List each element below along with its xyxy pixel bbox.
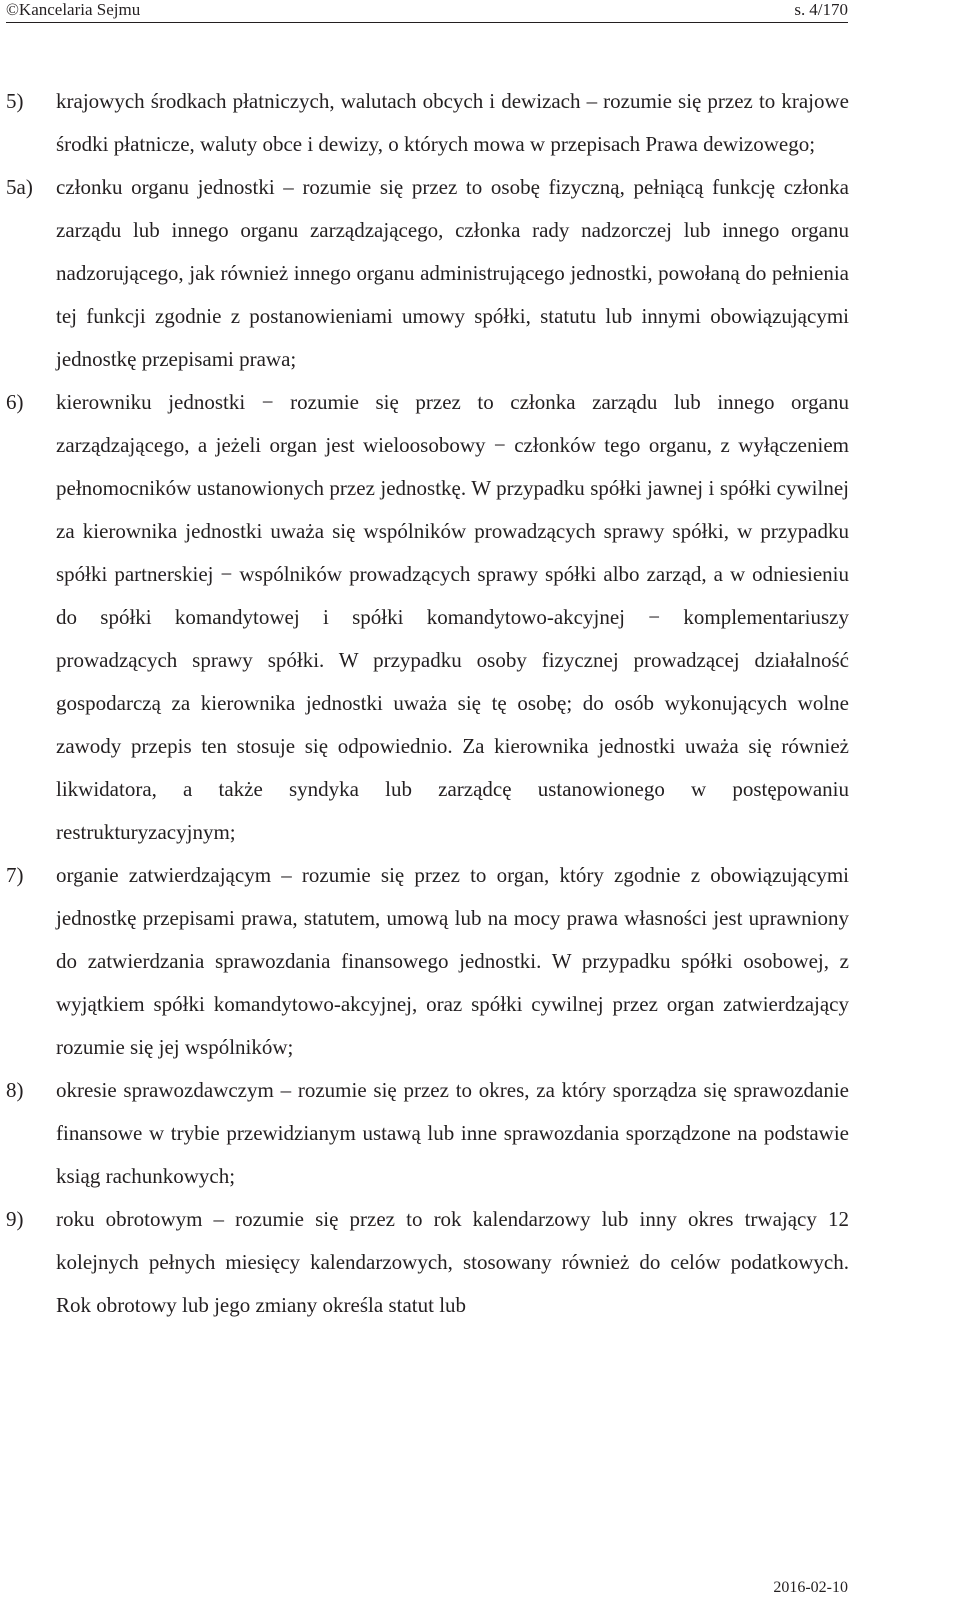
page-number-prefix: s. (794, 0, 806, 19)
copyright-label: ©Kancelaria Sejmu (6, 0, 141, 19)
item-number: 6) (6, 390, 24, 414)
item-text: roku obrotowym – rozumie się przez to rok kalendarzowy lub inny okres trwający 12 kolejnych pełnych miesięcy kalendarzowych, stosowany również do celów podatkowych. Rok obrotowy lub jego zmiany określa statut lub (56, 1207, 849, 1317)
item-text: kierowniku jednostki − rozumie się przez to członka zarządu lub innego organu zarządzającego, a jeżeli organ jest wieloosobowy − członków tego organu, z wyłączeniem pełnomocników ustanowionych przez jednostkę. W przypadku spółki jawnej i spółki cywilnej za kierownika jednostki uważa się wspólników prowadzących sprawy spółki, w przypadku spółki partnerskiej − wspólników prowadzących sprawy spółki albo zarząd, a w odniesieniu do spółki komandytowej i spółki komandytowo-akcyjnej − komplementariuszy prowadzących sprawy spółki. W przypadku osoby fizycznej prowadzącej działalność gospodarczą za kierownika jednostki uważa się tę osobę; do osób wykonujących wolne zawody przepis ten stosuje się odpowiednio. Za kierownika jednostki uważa się również likwidatora, a także syndyka lub zarządcę ustanowionego w postępowaniu restrukturyzacyjnym; (56, 390, 849, 844)
page-header (6, 0, 848, 23)
list-item (6, 80, 849, 166)
item-text: okresie sprawozdawczym – rozumie się przez to okres, za który sporządza się sprawozdanie finansowe w trybie przewidzianym ustawą lub inne sprawozdania sporządzone na podstawie ksiąg rachunkowych; (56, 1078, 849, 1188)
list-item (6, 1198, 849, 1327)
page-number-value: 4/170 (809, 0, 848, 19)
page-footer-date: 2016-02-10 (773, 1579, 848, 1596)
list-item (6, 1069, 849, 1198)
item-text: członku organu jednostki – rozumie się przez to osobę fizyczną, pełniącą funkcję członka zarządu lub innego organu zarządzającego, członka rady nadzorczej lub innego organu nadzorującego, jak również innego organu administrującego jednostki, powołaną do pełnienia tej funkcji zgodnie z postanowieniami umowy spółki, statutu lub innymi obowiązującymi jednostkę przepisami prawa; (56, 175, 849, 371)
list-item (6, 854, 849, 1069)
item-number: 8) (6, 1078, 24, 1102)
page-number (794, 0, 848, 20)
item-text: organie zatwierdzającym – rozumie się przez to organ, który zgodnie z obowiązującymi jednostkę przepisami prawa, statutem, umową lub na mocy prawa własności jest uprawniony do zatwierdzania sprawozdania finansowego jednostki. W przypadku spółki osobowej, z wyjątkiem spółki komandytowo-akcyjnej, oraz spółki cywilnej przez organ zatwierdzający rozumie się jej wspólników; (56, 863, 849, 1059)
list-item (6, 166, 849, 381)
document-body (6, 80, 849, 1327)
list-item (6, 381, 849, 854)
item-number: 5) (6, 89, 24, 113)
item-number: 9) (6, 1207, 24, 1231)
item-text: krajowych środkach płatniczych, walutach obcych i dewizach – rozumie się przez to krajowe środki płatnicze, waluty obce i dewizy, o których mowa w przepisach Prawa dewizowego; (56, 89, 849, 156)
item-number: 5a) (6, 175, 33, 199)
item-number: 7) (6, 863, 24, 887)
